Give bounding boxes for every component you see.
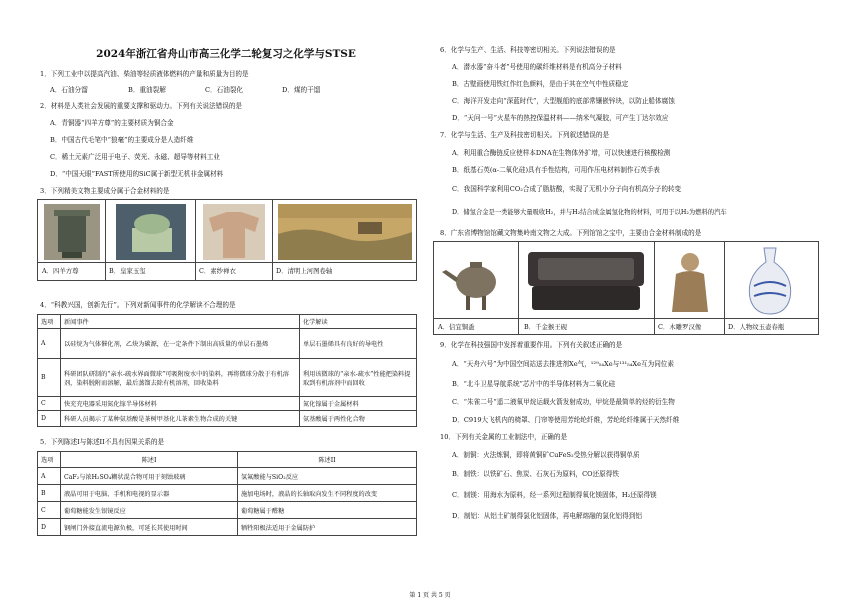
q5-row-d-s1: 钢闸门外接直流电源负极，可延长其使用时间 bbox=[61, 519, 238, 536]
q2-option-b: B．中国古代毛笔中“狼毫”的主要成分是人造纤维 bbox=[50, 136, 194, 144]
q4-row-a-interp: 单层石墨烯具有良好的导电性 bbox=[300, 329, 417, 359]
q5-row-a-label: A bbox=[38, 468, 61, 485]
q9-option-c: C．“朱雀二号”遥二液氧甲烷运载火箭发射成功，甲烷是最简单的烃的衍生物 bbox=[452, 398, 675, 406]
q10-option-a: A．制铜：火法炼铜，即将黄铜矿CuFeS₂受热分解以获得铜单质 bbox=[452, 451, 640, 459]
q5-row-b-s1: 液晶可用于电脑、手机和电视的显示器 bbox=[61, 485, 238, 502]
q3-stem: 3．下列精美文物主要成分属于合金材料的是 bbox=[40, 187, 170, 195]
wood-arhat-image bbox=[668, 248, 712, 316]
q6-option-b: B．古壁画使用铁红作红色颜料，是由于其在空气中性质稳定 bbox=[452, 80, 629, 88]
porcelain-vase-image bbox=[740, 246, 800, 316]
q2-option-d: D．“中国天眼”FAST所使用的SiC属于新型无机非金属材料 bbox=[50, 170, 224, 178]
table-row bbox=[38, 502, 417, 519]
q4-row-c-label: C bbox=[38, 397, 61, 411]
q10-option-d: D．制铝：从铝土矿制得氯化铝固体，再电解熔融的氯化铝得到铝 bbox=[452, 512, 642, 520]
page-footer: 第 1 页 共 5 页 bbox=[409, 592, 451, 599]
q4-row-d-interp: 氨基酸属于两性化合物 bbox=[300, 411, 417, 427]
q10-stem: 10．下列有关金属的工业制法中，正确的是 bbox=[440, 433, 568, 441]
q10-option-b: B．制铁：以铁矿石、焦炭、石灰石为原料，CO还原得铁 bbox=[452, 470, 619, 478]
q5-row-a-s1: CaF₂与浓H₂SO₄糊状混合物可用于刻蚀玻璃 bbox=[61, 468, 238, 485]
q7-option-a: A．利用重合酶链反应使样本DNA在生物体外扩增，可以快速进行核酸检测 bbox=[452, 149, 671, 157]
q9-option-a: A．“天舟六号”为中国空间站送去推进剂Xe气，¹²⁹₅₄Xe与¹³¹₅₄Xe互为同位素 bbox=[452, 360, 674, 368]
q4-header-event: 新闻事件 bbox=[61, 315, 300, 329]
q2-stem: 2．材料是人类社会发展的重要支撑和驱动力。下列有关说法错误的是 bbox=[40, 102, 243, 110]
q1-option-c: C．石油裂化 bbox=[205, 86, 244, 94]
q5-row-c-s1: 葡萄糖能发生银镜反应 bbox=[61, 502, 238, 519]
q4-stem: 4．“科教兴国，创新先行”。下列对新闻事件的化学解读不合理的是 bbox=[40, 301, 236, 309]
q2-option-a: A．青铜器“四羊方尊”的主要材质为铜合金 bbox=[50, 119, 174, 127]
q5-row-d-s2: 牺牲阳极法适用于金属防护 bbox=[238, 519, 417, 536]
q8-caption-a: A．信宜铜盉 bbox=[438, 323, 475, 331]
q4-table bbox=[37, 314, 417, 427]
q4-row-b-label: B bbox=[38, 359, 61, 397]
q4-row-d-label: D bbox=[38, 411, 61, 427]
q5-table bbox=[37, 451, 417, 536]
inkstone-image bbox=[524, 250, 648, 312]
table-row bbox=[38, 329, 417, 359]
table-row bbox=[38, 519, 417, 536]
q9-option-b: B．“北斗卫星导航系统”芯片中的半导体材料为二氧化硅 bbox=[452, 380, 616, 388]
q5-header-statement-2: 陈述II bbox=[238, 452, 417, 468]
q5-row-c-label: C bbox=[38, 502, 61, 519]
q7-stem: 7．化学与生活、生产及科技密切相关。下列叙述错误的是 bbox=[440, 131, 610, 139]
q7-option-b: B．纸基石英(α-二氧化硅)具有手性结构，可用作压电材料制作石英手表 bbox=[452, 166, 660, 174]
q7-option-c: C．我国科学家利用CO₂合成了脂肪酸，实现了无机小分子向有机高分子的转变 bbox=[452, 185, 682, 193]
q9-stem: 9．化学在科技强国中发挥着重要作用。下列有关叙述正确的是 bbox=[440, 341, 623, 349]
q8-caption-b: B．千金猴王砚 bbox=[524, 323, 568, 331]
scroll-painting-image bbox=[278, 204, 412, 260]
q5-header-statement-1: 陈述I bbox=[61, 452, 238, 468]
table-row bbox=[38, 485, 417, 502]
q5-row-a-s2: 氢氟酸能与SiO₂反应 bbox=[238, 468, 417, 485]
q1-option-b: B．重油裂解 bbox=[128, 86, 166, 94]
q8-image-grid bbox=[433, 241, 819, 335]
q3-caption-b: B．皇家玉玺 bbox=[109, 267, 146, 275]
q5-stem: 5．下列陈述I与陈述II不具有因果关系的是 bbox=[40, 438, 165, 446]
q4-row-c-event: 快充充电器采用氮化镓半导体材料 bbox=[61, 397, 300, 411]
q5-row-b-label: B bbox=[38, 485, 61, 502]
q3-caption-a: A．四羊方尊 bbox=[42, 267, 79, 275]
q3-caption-d: D．清明上河图卷轴 bbox=[276, 267, 333, 275]
q4-header-interpretation: 化学解读 bbox=[300, 315, 417, 329]
q8-stem: 8．广东省博物馆馆藏文物集岭南文物之大成。下列馆馆之宝中，主要由合金材料制成的是 bbox=[440, 229, 702, 237]
q4-row-b-event: 科研团队研制的“亲水-疏水界面微球”可吸附废水中的染料，再将微球分散于有机溶剂，染料脱附而溶解，最后蒸馏去除有机溶剂，回收染料 bbox=[61, 359, 300, 397]
q6-option-a: A．潜水器“奋斗者”号使用的碳纤维材料是有机高分子材料 bbox=[452, 63, 622, 71]
q7-option-d: D．储氢合金是一类能够大量吸收H₂，并与H₂结合成金属氢化物的材料，可用于以H₂为燃料的汽车 bbox=[452, 209, 727, 216]
q9-option-d: D．C919大飞机内的椅罩、门帘等使用芳纶纶纤维，芳纶纶纤维属于天然纤维 bbox=[452, 416, 680, 424]
jade-seal-image bbox=[116, 204, 186, 260]
q6-option-d: D．“天问一号”火星车的热控保温材料——纳米气凝胶，可产生丁达尔效应 bbox=[452, 114, 669, 122]
q1-stem: 1．下列工业中以提高汽油、柴油等轻质液体燃料的产量和质量为目的是 bbox=[40, 70, 249, 78]
table-row bbox=[38, 411, 417, 427]
q4-row-b-interp: 利用该微球的“亲水-疏水”性能把染料提取到有机溶剂中而回收 bbox=[300, 359, 417, 397]
q10-option-c: C．制镁：用海水为原料，经一系列过程制得氧化镁固体，H₂还原得镁 bbox=[452, 491, 657, 499]
q1-option-a: A．石油分馏 bbox=[50, 86, 88, 94]
q4-row-c-interp: 氮化镓属于金属材料 bbox=[300, 397, 417, 411]
page-title: 2024年浙江省舟山市高三化学二轮复习之化学与STSE bbox=[96, 48, 356, 60]
gauze-robe-image bbox=[203, 204, 265, 260]
q5-row-c-s2: 葡萄糖属于醛糖 bbox=[238, 502, 417, 519]
q4-header-option: 选项 bbox=[38, 315, 61, 329]
q3-caption-c: C．素纱禅衣 bbox=[199, 267, 236, 275]
q3-image-grid bbox=[37, 199, 417, 281]
bronze-square-vessel-image bbox=[44, 204, 100, 260]
q8-caption-c: C．木雕罗汉像 bbox=[658, 323, 702, 331]
bronze-teapot-image bbox=[440, 248, 512, 314]
q4-row-d-event: 科研人员揭示了某种氨基酸是茶树甲基化儿茶素生物合成的关键 bbox=[61, 411, 300, 427]
q6-option-c: C．海洋开发走向“深蓝时代”，大型舰船的底部常镶嵌锌块，以防止船体腐蚀 bbox=[452, 97, 675, 105]
q4-row-a-event: 以硅烷为气体催化剂，乙炔为碳源，在一定条件下制出高质量的单层石墨烯 bbox=[61, 329, 300, 359]
q8-caption-d: D．人物纹玉壶春瓶 bbox=[728, 323, 785, 331]
q2-option-c: C．稀土元素广泛用于电子、荧光、永磁、超导等材料工业 bbox=[50, 153, 220, 161]
q1-option-d: D．煤的干馏 bbox=[282, 86, 321, 94]
q5-row-d-label: D bbox=[38, 519, 61, 536]
q5-header-option: 选项 bbox=[38, 452, 61, 468]
q5-row-b-s2: 施加电场时，液晶的长轴取向发生不同程度的改变 bbox=[238, 485, 417, 502]
table-row bbox=[38, 359, 417, 397]
q6-stem: 6．化学与生产、生活、科技等密切相关。下列说法错误的是 bbox=[440, 46, 616, 54]
table-row bbox=[38, 468, 417, 485]
q4-row-a-label: A bbox=[38, 329, 61, 359]
table-row bbox=[38, 397, 417, 411]
